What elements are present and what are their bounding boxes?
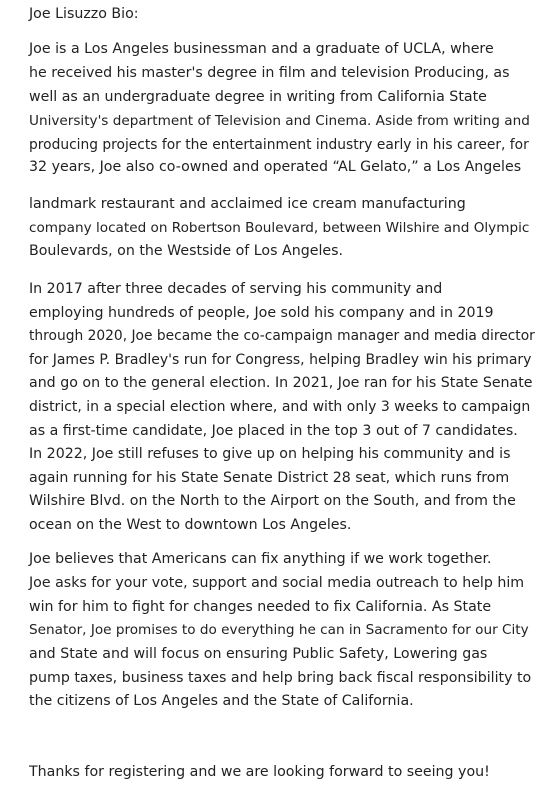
paragraph-line: Wilshire Blvd. on the North to the Airport on the South, and from the <box>29 493 516 509</box>
paragraph-line: Joe asks for your vote, support and social media outreach to help him <box>29 575 525 591</box>
paragraph-line: In 2017 after three decades of serving his community and <box>29 281 443 297</box>
paragraph-line: he received his master's degree in film and television Producing, as <box>29 65 510 81</box>
closing-line: Thanks for registering and we are looking forward to seeing you! <box>29 764 490 780</box>
paragraph-line: Boulevards, on the Westside of Los Angeles. <box>29 243 344 259</box>
paragraph-line: 32 years, Joe also co-owned and operated “AL Gelato,” a Los Angeles <box>29 159 522 175</box>
paragraph-line: and State and will focus on ensuring Public Safety, Lowering gas <box>29 646 488 662</box>
paragraph-line: landmark restaurant and acclaimed ice cream manufacturing <box>29 196 466 212</box>
paragraph-line: the citizens of Los Angeles and the State of California. <box>29 693 414 709</box>
paragraph-line: well as an undergraduate degree in writing from California State <box>29 89 487 105</box>
paragraph-line: for James P. Bradley's run for Congress, helping Bradley win his primary <box>29 352 532 368</box>
paragraph-line: Senator, Joe promises to do everything he can in Sacramento for our City <box>29 622 529 638</box>
paragraph-line: Joe believes that Americans can fix anything if we work together. <box>29 551 492 567</box>
paragraph-line: Joe is a Los Angeles businessman and a graduate of UCLA, where <box>29 41 494 57</box>
bio-heading: Joe Lisuzzo Bio: <box>29 6 139 22</box>
paragraph-line: University's department of Television and Cinema. Aside from writing and <box>29 113 530 129</box>
paragraph-line: In 2022, Joe still refuses to give up on helping his community and is <box>29 446 511 462</box>
paragraph-line: ocean on the West to downtown Los Angeles. <box>29 517 352 533</box>
paragraph-line: employing hundreds of people, Joe sold his company and in 2019 <box>29 305 494 321</box>
paragraph-line: as a first-time candidate, Joe placed in the top 3 out of 7 candidates. <box>29 423 518 439</box>
paragraph-line: again running for his State Senate District 28 seat, which runs from <box>29 470 510 486</box>
paragraph-line: producing projects for the entertainment industry early in his career, for <box>29 137 529 153</box>
paragraph-line: win for him to fight for changes needed to fix California. As State <box>29 599 492 615</box>
paragraph-line: pump taxes, business taxes and help bring back fiscal responsibility to <box>29 670 532 686</box>
paragraph-line: district, in a special election where, and with only 3 weeks to campaign <box>29 399 531 415</box>
paragraph-line: company located on Robertson Boulevard, between Wilshire and Olympic <box>29 220 530 236</box>
paragraph-line: and go on to the general election. In 2021, Joe ran for his State Senate <box>29 375 533 391</box>
paragraph-line: through 2020, Joe became the co-campaign manager and media director <box>29 328 535 344</box>
